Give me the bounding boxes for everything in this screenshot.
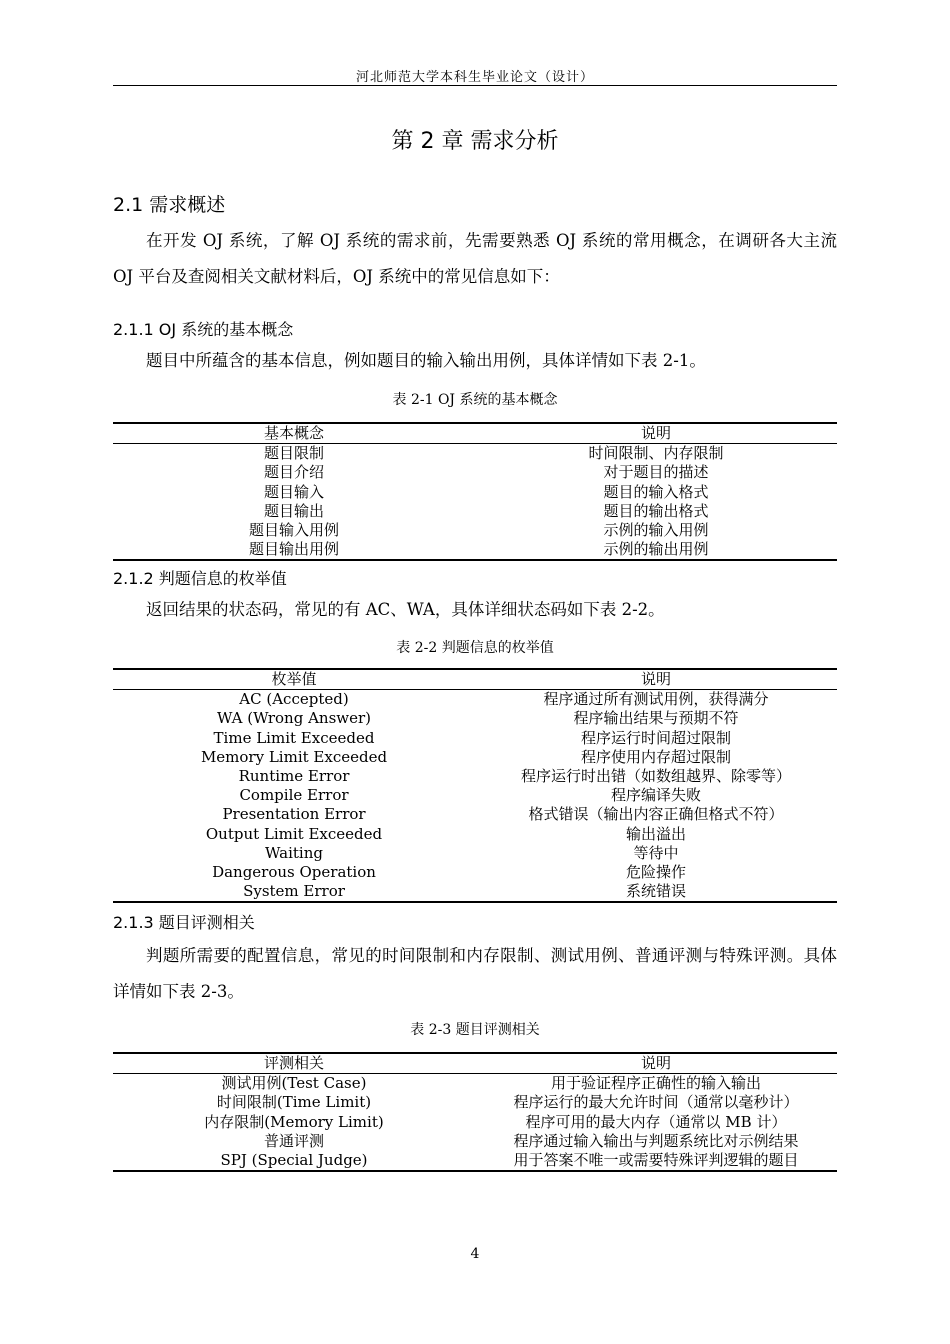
table-cell: 等待中	[633, 843, 679, 862]
table-row	[113, 463, 837, 482]
table-row	[113, 786, 837, 805]
table-cell: Runtime Error	[238, 767, 350, 786]
table-row	[113, 483, 837, 502]
table-header-cell: 说明	[640, 1054, 671, 1072]
table-row	[113, 863, 837, 882]
table-cell: 程序使用内存超过限制	[580, 747, 731, 766]
table-cell: 格式错误（输出内容正确但格式不符）	[528, 805, 784, 824]
section-heading-2-1: 2.1 需求概述	[113, 194, 226, 216]
table-cell: 程序编译失败	[610, 786, 701, 805]
table-2-3	[113, 1052, 837, 1172]
table-header-row	[113, 1053, 837, 1074]
table-cell: 时间限制、内存限制	[588, 444, 724, 463]
table-row	[113, 1132, 837, 1151]
table-2-2-caption: 表 2-2 判题信息的枚举值	[396, 640, 554, 656]
table-header-row	[113, 669, 837, 690]
header-rule	[113, 85, 837, 86]
table-row	[113, 1074, 837, 1094]
table-cell: 程序运行时间超过限制	[580, 728, 731, 747]
table-cell: 示例的输出用例	[603, 540, 709, 559]
table-cell: SPJ (Special Judge)	[220, 1151, 368, 1170]
table-2-3-caption: 表 2-3 题目评测相关	[410, 1022, 540, 1038]
section-2-1-1-paragraph: 题目中所蕴含的基本信息，例如题目的输入输出用例，具体详情如下表 2-1。	[146, 351, 706, 370]
section-heading-2-1-3: 2.1.3 题目评测相关	[113, 913, 255, 932]
table-cell: 用于验证程序正确性的输入输出	[550, 1074, 761, 1093]
table-cell: 题目输出用例	[248, 540, 339, 559]
section-2-1-2-paragraph: 返回结果的状态码，常见的有 AC、WA，具体详细状态码如下表 2-2。	[146, 600, 665, 619]
table-header-cell: 基本概念	[263, 424, 324, 442]
table-cell: 普通评测	[263, 1131, 324, 1150]
page-number: 4	[470, 1246, 480, 1262]
table-row	[113, 825, 837, 844]
table-cell: 题目输入	[263, 482, 324, 501]
section-heading-2-1-1: 2.1.1 OJ 系统的基本概念	[113, 320, 294, 339]
table-cell: 测试用例(Test Case)	[221, 1074, 367, 1093]
table-2-2	[113, 668, 837, 903]
table-cell: 输出溢出	[625, 824, 686, 843]
table-cell: 示例的输入用例	[603, 521, 709, 540]
table-row	[113, 882, 837, 902]
table-cell: 题目输出	[263, 501, 324, 520]
table-cell: AC (Accepted)	[239, 690, 349, 709]
table-cell: 程序输出结果与预期不符	[573, 709, 739, 728]
table-cell: 题目限制	[263, 444, 324, 463]
table-cell: 对于题目的描述	[603, 463, 709, 482]
table-cell: Dangerous Operation	[212, 863, 376, 882]
table-row	[113, 844, 837, 863]
table-cell: 危险操作	[625, 863, 686, 882]
section-2-1-paragraph: 在开发 OJ 系统，了解 OJ 系统的需求前，先需要熟悉 OJ 系统的常用概念，在调研各大主流 OJ 平台及查阅相关文献材料后，OJ 系统中的常见信息如下：	[113, 231, 837, 286]
table-row	[113, 748, 837, 767]
table-row	[113, 709, 837, 728]
table-row	[113, 521, 837, 540]
table-cell: System Error	[243, 882, 345, 901]
chapter-title: 第 2 章 需求分析	[391, 129, 559, 154]
table-header-cell: 说明	[640, 670, 671, 688]
table-cell: 题目的输入格式	[603, 482, 709, 501]
table-row	[113, 690, 837, 710]
table-cell: Presentation Error	[222, 805, 366, 824]
table-row	[113, 1113, 837, 1132]
table-row	[113, 767, 837, 786]
table-cell: WA (Wrong Answer)	[216, 709, 372, 728]
table-cell: 系统错误	[625, 882, 686, 901]
section-2-1-3-paragraph: 判题所需要的配置信息，常见的时间限制和内存限制、测试用例、普通评测与特殊评测。具体详情如下表 2-3。	[113, 946, 837, 1001]
running-header: 河北师范大学本科生毕业论文（设计）	[355, 70, 594, 85]
table-cell: 题目输入用例	[248, 521, 339, 540]
table-cell: 内存限制(Memory Limit)	[204, 1112, 384, 1131]
table-cell: 程序运行时出错（如数组越界、除零等）	[520, 767, 791, 786]
table-2-1	[113, 422, 837, 561]
table-cell: 程序运行的最大允许时间（通常以毫秒计）	[513, 1093, 799, 1112]
table-row	[113, 729, 837, 748]
table-cell: Compile Error	[239, 786, 349, 805]
table-cell: Waiting	[265, 843, 323, 862]
table-row	[113, 1093, 837, 1112]
table-row	[113, 1151, 837, 1171]
table-cell: Time Limit Exceeded	[213, 728, 375, 747]
table-header-cell: 说明	[640, 424, 671, 442]
section-heading-2-1-2: 2.1.2 判题信息的枚举值	[113, 569, 287, 588]
table-cell: 程序可用的最大内存（通常以 MB 计）	[525, 1112, 787, 1131]
table-cell: 用于答案不唯一或需要特殊评判逻辑的题目	[513, 1151, 799, 1170]
table-row	[113, 805, 837, 824]
table-header-cell: 枚举值	[271, 670, 317, 688]
table-2-1-caption: 表 2-1 OJ 系统的基本概念	[392, 392, 558, 408]
table-header-cell: 评测相关	[263, 1054, 324, 1072]
table-cell: 程序通过输入输出与判题系统比对示例结果	[513, 1131, 799, 1150]
table-cell: 题目的输出格式	[603, 501, 709, 520]
table-cell: Output Limit Exceeded	[205, 824, 383, 843]
table-cell: 程序通过所有测试用例，获得满分	[543, 690, 769, 709]
table-cell: 题目介绍	[263, 463, 324, 482]
table-cell: Memory Limit Exceeded	[200, 747, 388, 766]
table-row	[113, 502, 837, 521]
table-cell: 时间限制(Time Limit)	[216, 1093, 372, 1112]
table-header-row	[113, 423, 837, 444]
table-row	[113, 444, 837, 464]
table-row	[113, 540, 837, 560]
